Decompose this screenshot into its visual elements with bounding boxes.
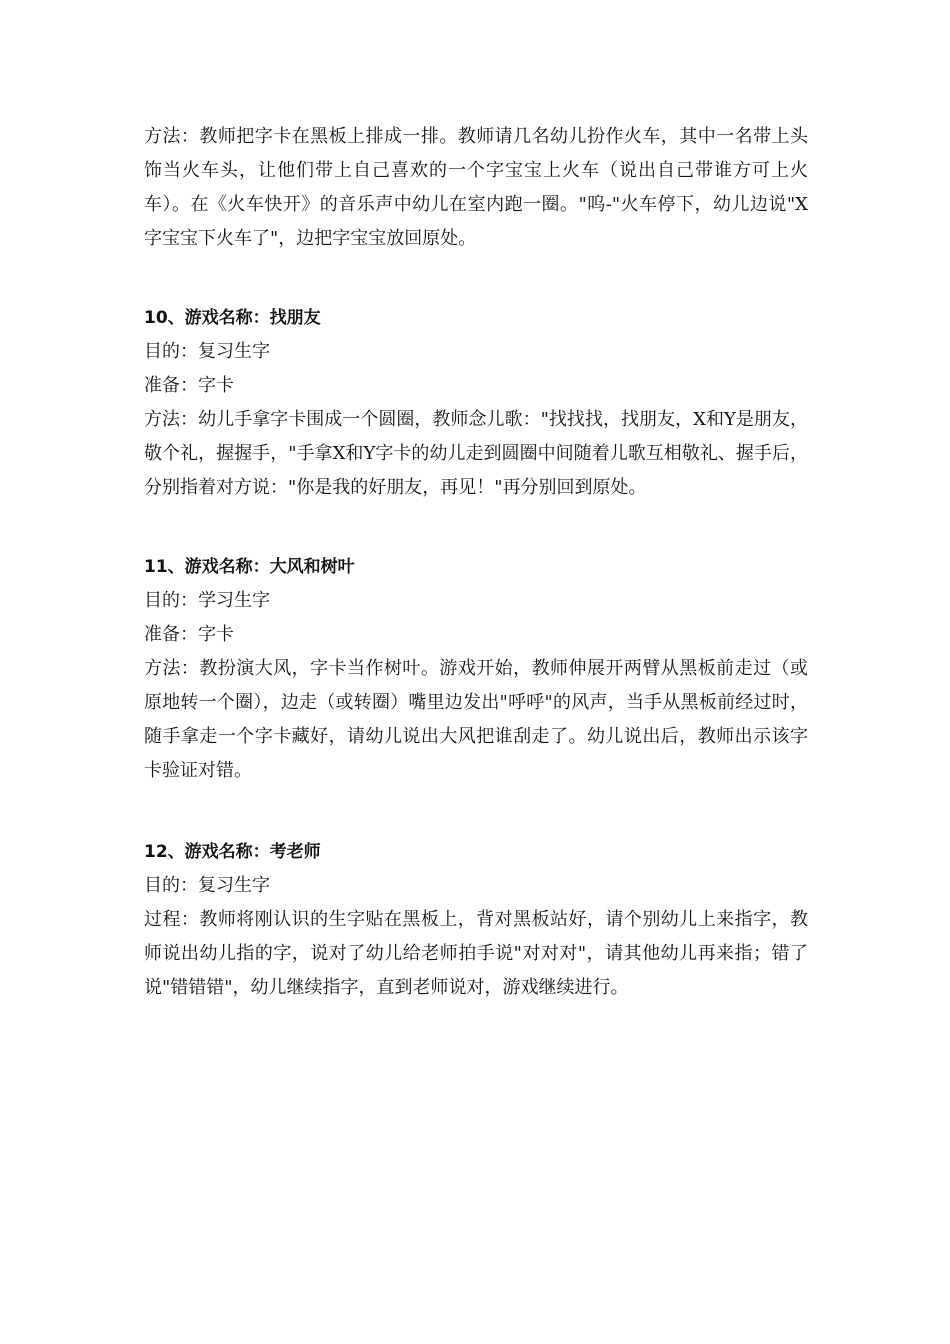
game-10-method: 方法：幼儿手拿字卡围成一个圆圈，教师念儿歌："找找找，找朋友，X和Y是朋友，敬个礼，握握手，"手拿X和Y字卡的幼儿走到圆圈中间随着儿歌互相敬礼、握手后，分别指着对方说："你是我的好朋友，再见！"再分别回到原处。 [144, 409, 808, 498]
game-11-goal: 目的：学习生字 [144, 590, 270, 611]
game-11-heading: 11、游戏名称：大风和树叶 [144, 557, 355, 577]
game-12-section [144, 835, 808, 1005]
game-12-heading: 12、游戏名称：考老师 [144, 842, 321, 862]
game-11-prep: 准备：字卡 [144, 624, 234, 645]
game-11-method: 方法：教扮演大风，字卡当作树叶。游戏开始，教师伸展开两臂从黑板前走过（或原地转一个圈），边走（或转圈）嘴里边发出"呼呼"的风声，当手从黑板前经过时，随手拿走一个字卡藏好，请幼儿说出大风把谁刮走了。幼儿说出后，教师出示该字卡验证对错。 [144, 658, 808, 781]
game-10-section [144, 301, 808, 505]
game-10-goal: 目的：复习生字 [144, 341, 270, 362]
game-10-prep: 准备：字卡 [144, 375, 234, 396]
intro-section [144, 120, 808, 256]
game-11-section [144, 550, 808, 788]
game-12-method: 过程：教师将刚认识的生字贴在黑板上，背对黑板站好，请个别幼儿上来指字，教师说出幼儿指的字，说对了幼儿给老师拍手说"对对对"，请其他幼儿再来指；错了说"错错错"，幼儿继续指字，直到老师说对，游戏继续进行。 [144, 909, 808, 998]
intro-method-paragraph: 方法：教师把字卡在黑板上排成一排。教师请几名幼儿扮作火车，其中一名带上头饰当火车头，让他们带上自己喜欢的一个字宝宝上火车（说出自己带谁方可上火车）。在《火车快开》的音乐声中幼儿在室内跑一圈。"呜-"火车停下，幼儿边说"X字宝宝下火车了"，边把字宝宝放回原处。 [144, 126, 808, 249]
game-10-heading: 10、游戏名称：找朋友 [144, 308, 321, 328]
game-12-goal: 目的：复习生字 [144, 875, 270, 896]
